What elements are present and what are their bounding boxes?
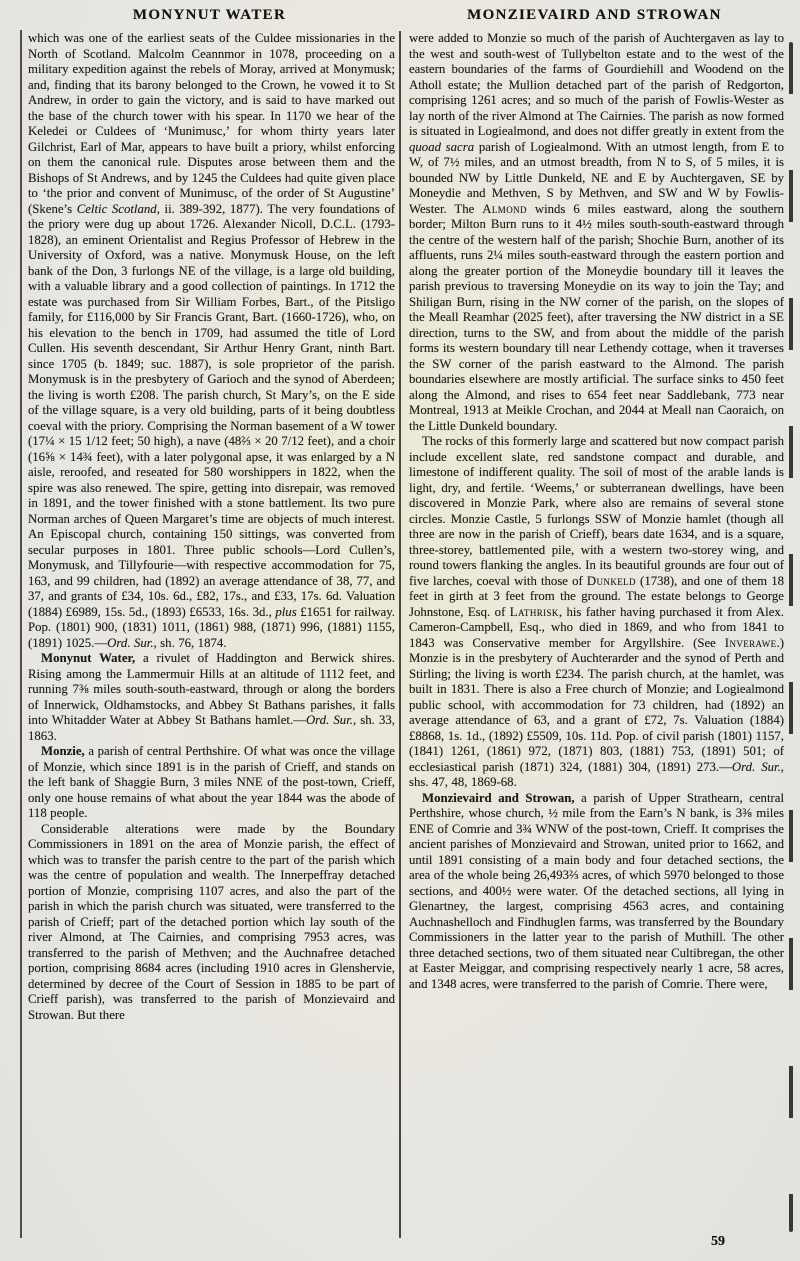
- text-segment: were added to Monzie so much of the parish of Auchtergaven as lay to the west and south-west of Tullybelton estate and to the west of the eastern boundaries of the farms of Gourdiehill and Woodend on the Atholl estate; the Mullion detached part of the parish of Redgorton, comprising 1261 acres; and so much of the parish of Fowlis-Wester as lay north of the river Almond at The Cairnies. The parish as now formed is situated in Logiealmond, and does not differ greatly in extent from the: [409, 31, 784, 138]
- paragraph: [409, 434, 784, 791]
- text-segment: Considerable alterations were made by the Boundary Commissioners in 1891 on the area of Monzie parish, the effect of which was to transfer the parish centre to the part of the parish which was the centre of population and wealth. The Innerpeffray detached portion of Monzie, comprising 1107 acres, and also the part of the parish in which the parish church was situated, were transferred to the parish of Crieff; part of the detached portion which lay south of the river Almond, at The Cairnies, and comprising 7953 acres, was transferred to the parish of Methven; and the Auchnafree detached portion, comprising 8684 acres (including 1910 acres in Glenshervie, determined by decree of the Court of Session in 1885 to be part of Crieff parish), was transferred to the parish of Monzievaird and Strowan. But there: [28, 821, 395, 1022]
- text-segment: , ii. 389-392, 1877). The very foundations of the priory were dug up about 1726. Alexander Nicoll, D.C.L. (1793-1828), an eminent Orientalist and Regius Professor of Hebrew in the University of Oxford, was a native. Monymusk House, on the left bank of the Don, 3 furlongs NE of the village, is a large old building, with a valuable library and a good collection of paintings. In 1712 the estate was purchased from Sir William Forbes, Bart., of the Pitsligo family, for £116,000 by Sir Francis Grant, Bart. (1660-1726), who, on his elevation to the bench in 1709, had assumed the title of Lord Cullen. His seventh descendant, Sir Arthur Henry Grant, ninth Bart. since 1705 (b. 1849; suc. 1887), is sole proprietor of the parish. Monymusk is in the presbytery of Garioch and the synod of Aberdeen; the living is worth £208. The parish church, St Mary’s, on the E side of the village square, is a very old building, parts of it being doubtless coeval with the priory. Comprising the Norman basement of a W tower (17¼ × 15 1/12 feet; 50 high), a nave (48⅔ × 20 7/12 feet), and a choir (16⅝ × 14¾ feet), with a later polygonal apse, it was enlarged by a N aisle, reroofed, and reseated for 580 worshippers in 1822, when the spire was also renewed. The spire, getting into disrepair, was removed in 1891, and the tower finished with a stone battlement. Its two pure Norman arches of Queen Margaret’s time are objects of much interest. An Episcopal church, containing 150 sittings, was converted from secular purposes in 1801. Three public schools—Lord Cullen’s, Monymusk, and Tillyfourie—with respective accommodation for 75, 163, and 99 children, had (1892) an average attendance of 38, 77, and 37, and grants of £34, 10s. 6d., £82, 17s., and £33, 17s. 6d. Valuation (1884) £6989, 15s. 5d., (1893) £6533, 16s. 3d.,: [28, 201, 395, 619]
- left-margin-rule: [20, 30, 22, 1238]
- paragraph: [28, 651, 395, 744]
- text-segment: which was one of the earliest seats of the Culdee missionaries in the North of Scotland. Malcolm Ceannmor in 1078, proceeding on a military expedition against the rebels of Moray, arrived at Monymusk; and, finding that its barony belonged to the Crown, he vowed it to St Andrew, in order to gain the victory, and is said to have marked out the base of the church tower with his spear. In 1170 we hear of the Keledei or Culdees of ‘Munimusc,’ for whom thirty years later Gilchrist, Earl of Mar, appears to have built a priory, whilst enforcing on them the canonical rule. Disputes arose between them and the Bishops of St Andrews, and by 1245 the Culdees had quite given place to ‘the prior and convent of Munimusc, of the order of St Augustine’ (Skene’s: [28, 31, 395, 216]
- running-header-right: MONZIEVAIRD AND STROWAN: [467, 7, 722, 23]
- text-segment: quoad sacra: [409, 139, 475, 154]
- entry-name: Monzie,: [41, 744, 85, 758]
- paragraph: [28, 744, 395, 822]
- text-segment: , sh. 76, 1874.: [153, 635, 227, 650]
- text-segment: Ord. Sur.: [731, 759, 781, 774]
- text-segment: winds 6 miles eastward, along the southern border; Milton Burn runs to it 4½ miles south-south-eastward through the centre of the western half of the parish; Shochie Burn, another of its affluents, runs 2¼ miles south-eastward through the eastern portion and along the greater portion of the Moneydie boundary till it leaves the parish previous to traversing Moneydie on its way to join the Tay; and Shiligan Burn, rising in the NW corner of the parish, on the slopes of the Meall Reamhar (2025 feet), after traversing the NW district in a SE direction, turns to the SW, and from about the middle of the parish forms its western boundary till near Lethendy cottage, when it traverses the SW corner of the parish eastward to the Almond. The parish boundaries elsewhere are mostly artificial. The surface sinks to 450 feet along the Almond, and rises to 654 feet near Saddlebank, 773 near Montreal, 1913 at Meikle Crochan, and 2044 at Meall nan Caoraich, on the Little Dunkeld boundary.: [409, 201, 784, 433]
- paragraph: [28, 822, 395, 1024]
- text-segment: , shs. 47, 48, 1869-68.: [409, 759, 784, 789]
- scan-edge-artifacts: [789, 42, 793, 1232]
- text-segment: Almond: [482, 201, 527, 216]
- paragraph: [409, 791, 784, 993]
- entry-name: Monzievaird and Strowan,: [422, 790, 575, 805]
- text-segment: Lathrisk: [509, 604, 559, 619]
- text-segment: Celtic Scotland: [76, 201, 157, 216]
- text-column-left: [28, 31, 395, 1243]
- text-segment: £1651 for railway. Pop. (1801) 900, (1831) 1011, (1861) 988, (1871) 996, (1881) 1155, (1891) 1025.—: [28, 604, 395, 650]
- text-segment: Inverawe: [724, 635, 777, 650]
- text-segment: a rivulet of Haddington and Berwick shires. Rising among the Lammermuir Hills at an altitude of 1112 feet, and running 7⅜ miles south-south-eastward, through or along the borders of Innerwick, Oldhamstocks, and Abbey St Bathans parishes, it falls into Whitadder Water at Abbey St Bathans hamlet.—: [28, 651, 395, 727]
- text-segment: , his father having purchased it from Alex. Cameron-Campbell, Esq., who died in 1869, and who from 1841 to 1843 was Conservative member for Argyllshire. (See: [409, 604, 784, 650]
- text-segment: (1738), and one of them 18 feet in girth at 3 feet from the ground. The estate belongs to George Johnstone, Esq. of: [409, 573, 784, 619]
- text-segment: a parish of Upper Strathearn, central Perthshire, whose church, ½ mile from the Earn’s N bank, is 3⅜ miles ENE of Comrie and 3¾ WNW of the post-town, Crieff. It comprises the ancient parishes of Monzievaird and Strowan, united prior to 1662, and until 1891 consisting of a main body and four detached sections, the area of the whole being 26,493⅔ acres, of which 5970 belonged to those sections, and 400½ were water. Of the detached sections, all lying in Glenartney, the largest, comprising 4563 acres, and containing Auchnashelloch and Findhuglen farms, was transferred by the Boundary Commissioners in the latter year to the parish of Muthill. The other three detached sections, two of them situated near Cultibregan, the other at Easter Meiggar, and comprising respectively nearly 1 acre, 58 acres, and 1348 acres, were transferred to the parish of Comrie. There were,: [409, 790, 784, 991]
- running-header-left: MONYNUT WATER: [132, 7, 287, 23]
- text-segment: Ord. Sur.: [107, 635, 154, 650]
- page-number: 59: [711, 1234, 725, 1249]
- text-segment: parish of Logiealmond. With an utmost length, from E to W, of 7½ miles, and an utmost breadth, from N to S, of 5 miles, it is bounded NW by Little Dunkeld, NE and E by Auchtergaven, SE by Moneydie and Methven, S by Methven, and SW and W by Fowlis-Wester. The: [409, 139, 784, 216]
- text-segment: Dunkeld: [586, 573, 636, 588]
- paragraph: [28, 31, 395, 651]
- column-divider-rule: [399, 31, 401, 1238]
- text-column-right: [409, 31, 784, 1243]
- text-segment: The rocks of this formerly large and scattered but now compact parish include excellent slate, red sandstone compact and durable, and limestone of indifferent quality. The soil of most of the arable lands is light, dry, and fertile. ‘Weems,’ or subterranean dwellings, have been discovered in Monzie Park, where also are remains of several stone circles. Monzie Castle, 5 furlongs SSW of Monzie hamlet (though all three are now in the parish of Crieff), bears date 1634, and is a square, three-storey, battlemented pile, with a western two-storey wing, and round towers flanking the angles. In its beautiful grounds are four out of five larches, coeval with those of: [409, 434, 784, 588]
- text-segment: plus: [275, 604, 297, 619]
- text-segment: a parish of central Perthshire. Of what was once the village of Monzie, which since 1891 is in the parish of Crieff, and stands on the left bank of Shaggie Burn, 3 miles NNE of the post-town, Crieff, only one house remains of what about the year 1844 was the abode of 118 people.: [28, 744, 395, 820]
- paragraph: [409, 31, 784, 434]
- text-segment: .) Monzie is in the presbytery of Auchterarder and the synod of Perth and Stirling; the living is worth £234. The parish church, at the hamlet, was built in 1831. There is also a Free church of Monzie; and Logiealmond public school, with accommodation for 73 children, had (1892) an average attendance of 63, and a grant of £72, 7s. Valuation (1884) £8868, 1s. 1d., (1892) £5509, 10s. 11d. Pop. of civil parish (1801) 1157, (1841) 1261, (1861) 972, (1871) 803, (1881) 753, (1891) 501; of ecclesiastical parish (1871) 324, (1881) 304, (1891) 273.—: [409, 635, 784, 774]
- entry-name: Monynut Water,: [41, 651, 136, 665]
- text-segment: Ord. Sur.: [305, 713, 353, 727]
- text-segment: , sh. 33, 1863.: [28, 713, 395, 743]
